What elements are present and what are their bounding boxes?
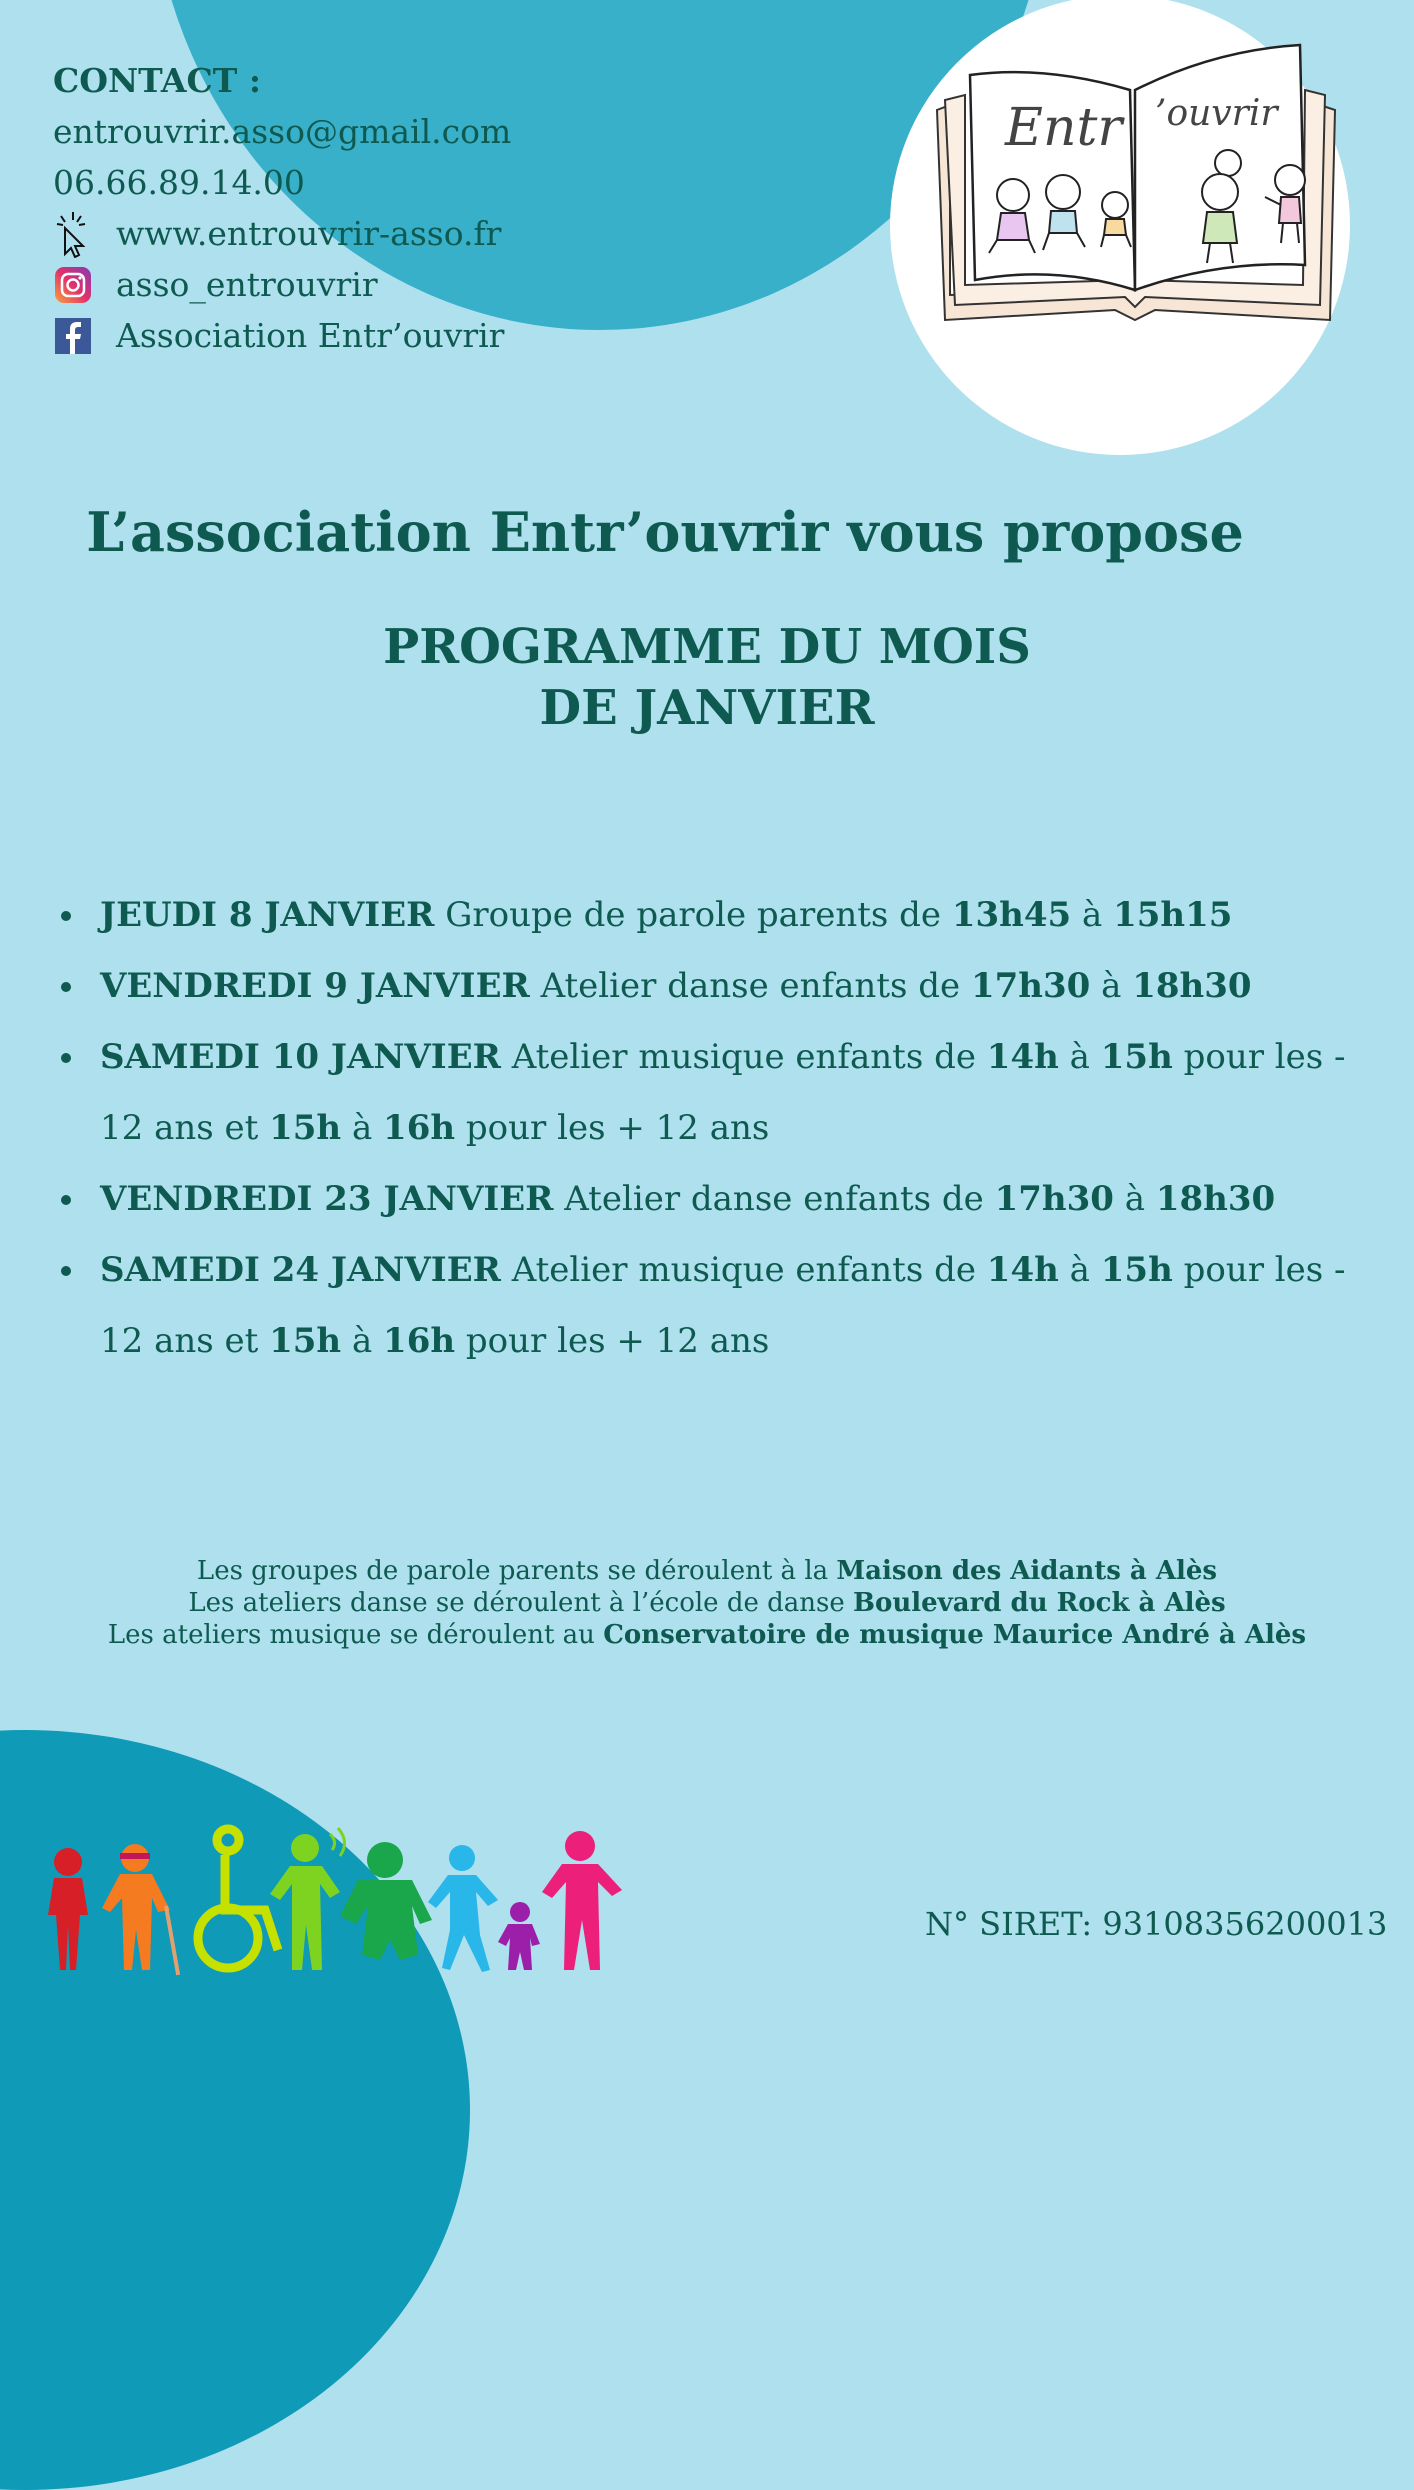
inclusive-people-illustration xyxy=(40,1820,630,1980)
headline: L’association Entr’ouvrir vous propose xyxy=(86,500,1244,564)
venue-note-text: Les groupes de parole parents se déroulent à la xyxy=(196,1556,829,1586)
venue-note xyxy=(0,1587,1414,1619)
event-sep: à xyxy=(1069,1250,1090,1290)
event-activity: Atelier danse enfants de xyxy=(540,966,961,1006)
event-start: 14h xyxy=(986,1250,1059,1290)
event-activity: Atelier musique enfants de xyxy=(511,1250,976,1290)
event-sep2: à xyxy=(351,1108,373,1148)
contact-website-row[interactable] xyxy=(53,208,511,259)
program-title-line1: PROGRAMME DU MOIS xyxy=(383,619,1031,675)
event-list xyxy=(55,880,1395,1377)
event-start2: 15h xyxy=(269,1108,342,1148)
contact-email[interactable]: entrouvrir.asso@gmail.com xyxy=(53,112,512,151)
event-activity: Atelier musique enfants de xyxy=(511,1037,976,1077)
event-start: 13h45 xyxy=(951,895,1072,935)
event-end: 15h15 xyxy=(1113,895,1233,935)
event-start2: 15h xyxy=(269,1321,342,1361)
event-start: 17h30 xyxy=(970,966,1091,1006)
event-end: 15h xyxy=(1100,1250,1173,1290)
event-item xyxy=(55,1164,1395,1235)
contact-instagram-row[interactable] xyxy=(53,259,511,310)
venue-note-text: Les ateliers danse se déroulent à l’école de danse xyxy=(188,1588,845,1618)
contact-block xyxy=(53,56,511,361)
event-date: JEUDI 8 JANVIER xyxy=(100,895,435,935)
venue-note-place: Boulevard du Rock à Alès xyxy=(853,1588,1226,1618)
program-title xyxy=(0,617,1414,739)
event-end2: 16h xyxy=(383,1108,456,1148)
entrouvrir-logo xyxy=(925,35,1345,325)
event-sep: à xyxy=(1069,1037,1090,1077)
venue-note-place: Maison des Aidants à Alès xyxy=(836,1556,1218,1586)
event-date: VENDREDI 9 JANVIER xyxy=(100,966,530,1006)
logo-text-right: ’ouvrir xyxy=(1155,93,1278,134)
venue-note-place: Conservatoire de musique Maurice André à Alès xyxy=(603,1620,1307,1650)
event-item xyxy=(55,1022,1395,1164)
event-start: 17h30 xyxy=(994,1179,1114,1219)
event-end2: 16h xyxy=(383,1321,456,1361)
event-tail: pour les + 12 ans xyxy=(465,1321,770,1361)
event-start: 14h xyxy=(986,1037,1059,1077)
event-mid: pour les - 12 ans et xyxy=(100,1037,1346,1148)
event-date: SAMEDI 10 JANVIER xyxy=(100,1037,501,1077)
facebook-icon xyxy=(53,316,93,356)
event-sep: à xyxy=(1082,895,1103,935)
event-sep: à xyxy=(1124,1179,1146,1219)
cursor-click-icon xyxy=(53,214,93,254)
event-tail: pour les + 12 ans xyxy=(465,1108,770,1148)
contact-phone[interactable]: 06.66.89.14.00 xyxy=(53,163,305,202)
event-sep2: à xyxy=(351,1321,373,1361)
contact-website[interactable]: www.entrouvrir-asso.fr xyxy=(116,214,502,253)
event-item xyxy=(55,1235,1395,1377)
event-date: SAMEDI 24 JANVIER xyxy=(100,1250,501,1290)
contact-facebook[interactable]: Association Entr’ouvrir xyxy=(116,316,505,355)
contact-instagram[interactable]: asso_entrouvrir xyxy=(116,265,378,304)
event-date: VENDREDI 23 JANVIER xyxy=(100,1179,554,1219)
venue-note xyxy=(0,1555,1414,1587)
venue-note xyxy=(0,1619,1414,1651)
event-sep: à xyxy=(1101,966,1122,1006)
event-item xyxy=(55,951,1395,1022)
contact-title: CONTACT : xyxy=(53,61,262,100)
venue-note-text: Les ateliers musique se déroulent au xyxy=(107,1620,595,1650)
event-end: 15h xyxy=(1100,1037,1173,1077)
logo-text-left: Entr xyxy=(1005,98,1123,158)
event-end: 18h30 xyxy=(1155,1179,1276,1219)
instagram-icon xyxy=(53,265,93,305)
venue-notes xyxy=(0,1555,1414,1651)
siret-number: N° SIRET: 93108356200013 xyxy=(925,1905,1388,1943)
program-title-line2: DE JANVIER xyxy=(539,680,875,736)
event-mid: pour les - 12 ans et xyxy=(100,1250,1346,1361)
contact-facebook-row[interactable] xyxy=(53,310,511,361)
event-item xyxy=(55,880,1395,951)
event-end: 18h30 xyxy=(1132,966,1252,1006)
event-activity: Atelier danse enfants de xyxy=(564,1179,984,1219)
event-activity: Groupe de parole parents de xyxy=(445,895,942,935)
